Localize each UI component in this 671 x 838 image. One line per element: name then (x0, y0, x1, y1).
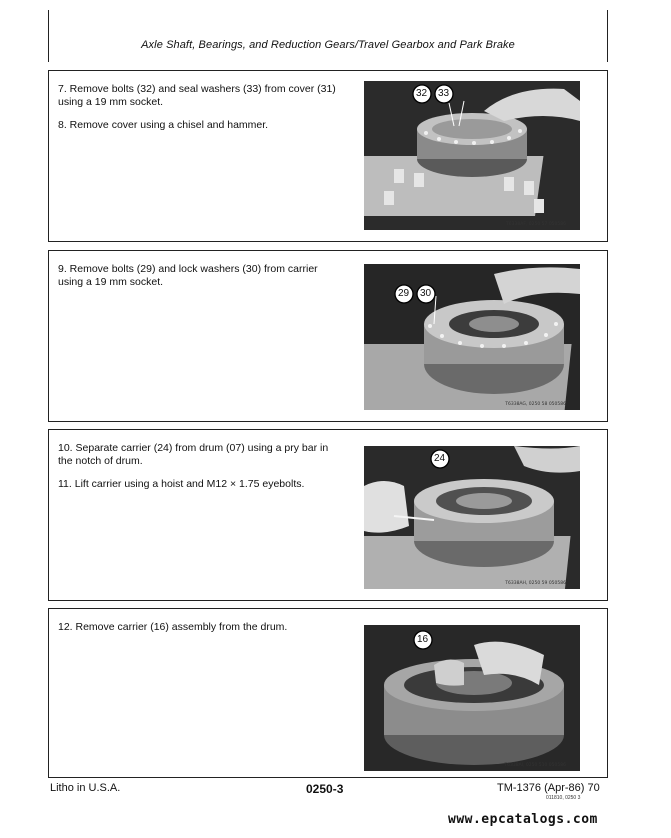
step-line: 8. Remove cover using a chisel and hammer. (58, 119, 269, 131)
step-box-3 (48, 429, 608, 601)
header-frame (48, 10, 608, 62)
step-text-3 (58, 442, 343, 501)
callout-29: 29 (398, 288, 410, 299)
photo-code: T6338AH, 0250 59 050586 (505, 581, 566, 586)
step-photo-4 (364, 625, 580, 771)
footer-code: 011810, 0250 3 (546, 795, 581, 801)
step-photo-1 (364, 81, 580, 230)
callout-30: 30 (420, 288, 432, 299)
carrier-drum-photo (364, 446, 580, 589)
page-title: Axle Shaft, Bearings, and Reduction Gears/Travel Gearbox and Park Brake (141, 39, 515, 51)
watermark: www.epcatalogs.com (448, 812, 598, 827)
gearbox-cover-photo (364, 81, 580, 230)
carrier-removal-photo (364, 625, 580, 771)
step-line: 11. Lift carrier using a hoist and M12 × 1.75 eyebolts. (58, 478, 305, 490)
step-line: 10. Separate carrier (24) from drum (07) using a pry bar in the notch of drum. (58, 442, 329, 467)
step-text-4 (58, 621, 343, 644)
photo-code: T6338AG, 0250 58 050586 (505, 402, 566, 407)
callout-16: 16 (417, 634, 429, 645)
callout-32: 32 (416, 88, 428, 99)
step-line: 12. Remove carrier (16) assembly from the drum. (58, 621, 288, 633)
step-text-1 (58, 83, 343, 142)
step-box-1 (48, 70, 608, 242)
step-photo-3 (364, 446, 580, 589)
footer-litho: Litho in U.S.A. (50, 782, 121, 794)
photo-code: T6338AF, 0250 57 050586 (506, 222, 566, 227)
step-photo-2 (364, 264, 580, 410)
manual-number: TM-1376 (Apr-86) 70 (497, 782, 600, 794)
step-line: 7. Remove bolts (32) and seal washers (33) from cover (31) using a 19 mm socket. (58, 83, 336, 108)
photo-code: T6338AI, 0250 510 050586 (504, 763, 566, 768)
step-text-2 (58, 263, 343, 299)
step-box-2 (48, 250, 608, 422)
page-number: 0250-3 (306, 782, 344, 796)
step-box-4 (48, 608, 608, 778)
callout-24: 24 (434, 453, 446, 464)
callout-33: 33 (438, 88, 450, 99)
step-line: 9. Remove bolts (29) and lock washers (30) from carrier using a 19 mm socket. (58, 263, 318, 288)
